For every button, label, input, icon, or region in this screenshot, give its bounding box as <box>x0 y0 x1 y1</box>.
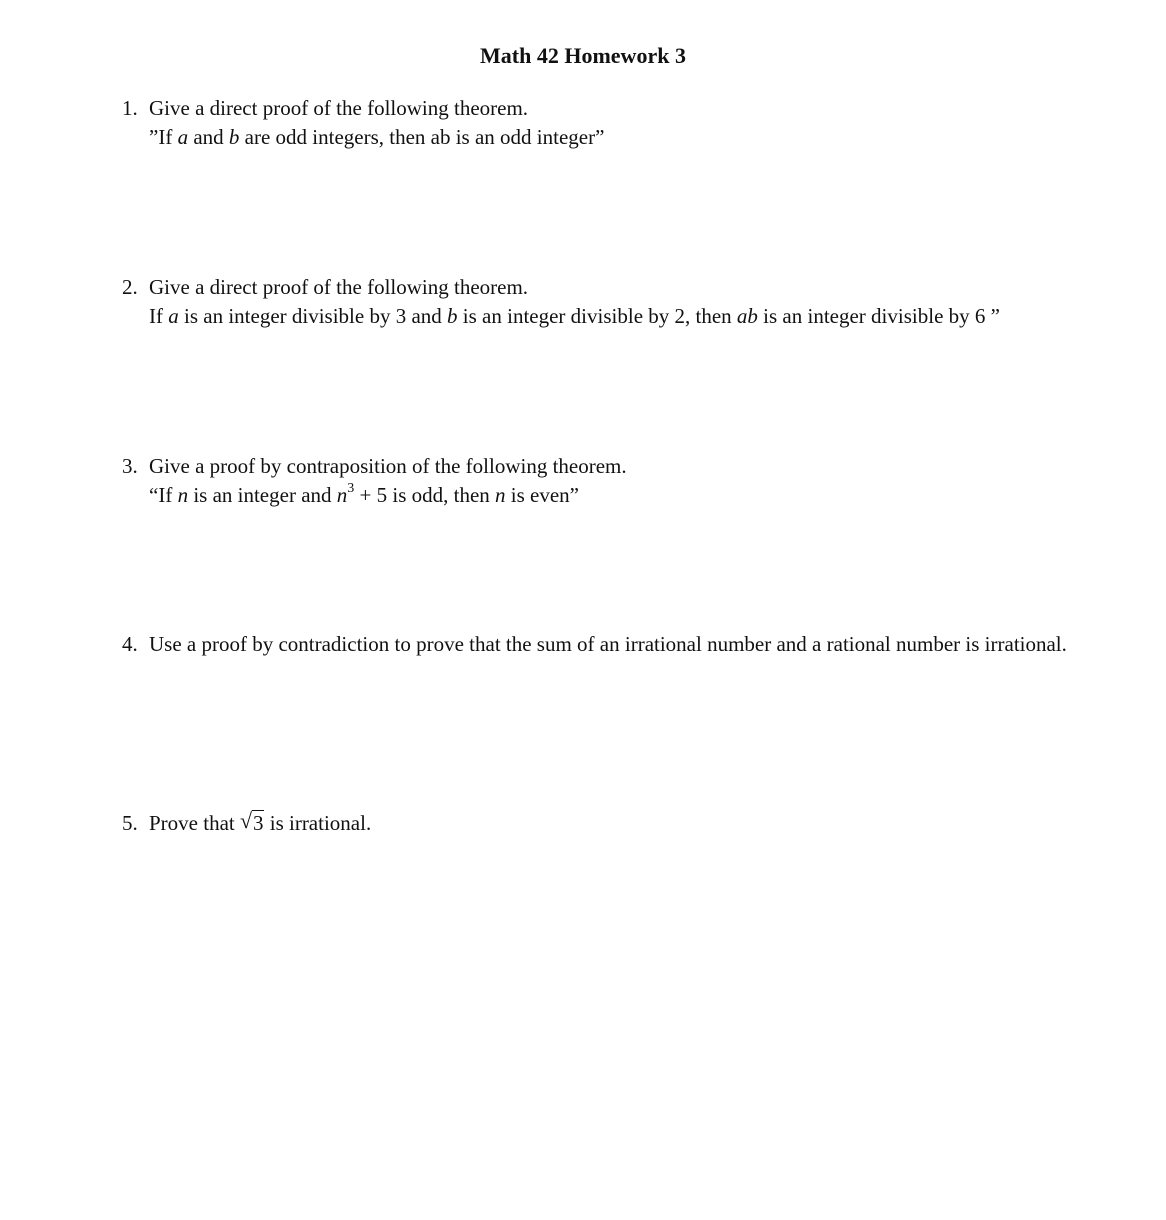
problem-body <box>149 809 1080 838</box>
radical-sign: √ <box>239 808 253 833</box>
problem-2 <box>122 273 1080 330</box>
math-variable: ab <box>736 303 758 328</box>
math-variable: n <box>336 482 348 507</box>
statement-text: and <box>188 124 229 149</box>
problem-statement <box>149 123 1080 152</box>
problem-statement <box>149 302 1080 331</box>
problem-number: 5. <box>122 811 138 835</box>
math-variable: b <box>228 124 240 149</box>
problem-statement <box>149 481 1080 510</box>
problem-3 <box>122 452 1080 509</box>
statement-text: ”If <box>149 124 178 149</box>
statement-text: + 5 is odd, then <box>354 482 496 507</box>
problem-body <box>149 452 1080 509</box>
math-variable: a <box>177 124 189 149</box>
problem-number: 3. <box>122 454 138 478</box>
statement-text: Prove that <box>149 811 240 835</box>
problem-instruction: Give a direct proof of the following theorem. <box>149 96 529 120</box>
statement-text: is an integer divisible by 2, then <box>457 303 737 328</box>
problem-4 <box>122 630 1080 659</box>
problem-instruction: Give a direct proof of the following theorem. <box>149 275 529 299</box>
page-title: Math 42 Homework 3 <box>480 43 686 68</box>
statement-text: is an integer divisible by 3 and <box>178 303 448 328</box>
problem-body <box>149 94 1080 151</box>
problem-instruction: Give a proof by contraposition of the following theorem. <box>149 454 627 478</box>
statement-text: is an integer divisible by 6 ” <box>757 303 1000 328</box>
problem-number: 4. <box>122 632 138 656</box>
math-variable: n <box>177 482 189 507</box>
exponent: 3 <box>347 480 355 496</box>
radicand: 3 <box>252 811 264 835</box>
statement-text: is even” <box>505 482 580 507</box>
problem-5 <box>122 809 1080 838</box>
problem-body <box>149 273 1080 330</box>
problem-statement <box>149 809 1080 838</box>
statement-text: is irrational. <box>264 811 372 835</box>
statement-text: If <box>149 303 169 328</box>
statement-text: is an integer and <box>188 482 337 507</box>
statement-text: are odd integers, then ab is an odd integer” <box>239 124 605 149</box>
math-variable: a <box>168 303 179 328</box>
square-root <box>240 809 265 838</box>
problem-number: 1. <box>122 96 138 120</box>
problem-statement: Use a proof by contradiction to prove that the sum of an irrational number and a rational number is irrational. <box>149 632 1067 656</box>
math-variable: b <box>447 303 458 328</box>
problem-1 <box>122 94 1080 151</box>
statement-text: “If <box>149 482 178 507</box>
problem-body <box>149 630 1080 659</box>
math-variable: n <box>495 482 506 507</box>
problem-number: 2. <box>122 275 138 299</box>
